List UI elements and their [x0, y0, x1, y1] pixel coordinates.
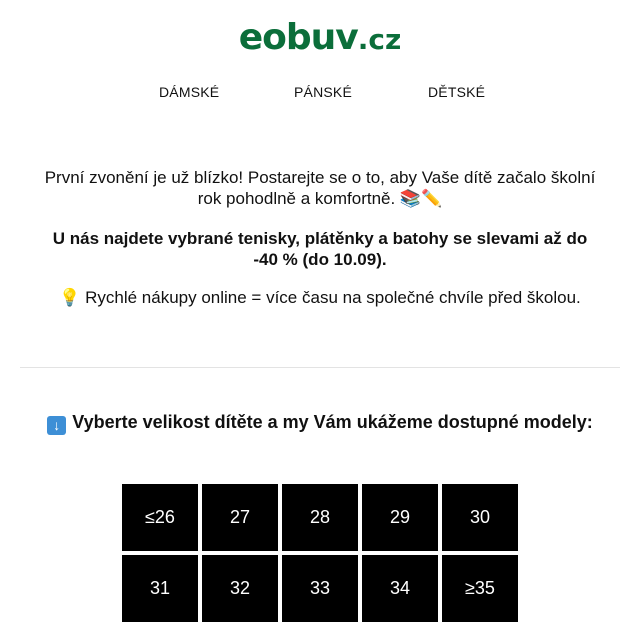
size-grid — [122, 484, 518, 622]
offer-paragraph: U nás najdete vybrané tenisky, plátěnky a batohy se slevami až do -40 % (do 10.09). — [52, 229, 588, 269]
section-divider — [20, 367, 620, 368]
size-button[interactable]: 29 — [362, 484, 438, 551]
size-button[interactable]: 28 — [282, 484, 358, 551]
size-button[interactable]: 31 — [122, 555, 198, 622]
size-picker-heading-text: Vyberte velikost dítěte a my Vám ukážeme dostupné modely: — [72, 412, 593, 432]
nav-link-detske[interactable]: DĚTSKÉ — [428, 84, 486, 100]
size-button[interactable]: ≥35 — [442, 555, 518, 622]
intro-paragraph: První zvonění je už blízko! Postarejte se o to, aby Vaše dítě začalo školní rok pohodlně a komfortně. 📚✏️ — [44, 168, 596, 208]
size-picker-heading — [0, 410, 640, 435]
nav-link-panske[interactable]: PÁNSKÉ — [294, 84, 352, 100]
size-button[interactable]: 33 — [282, 555, 358, 622]
size-button[interactable]: 32 — [202, 555, 278, 622]
size-button[interactable]: 30 — [442, 484, 518, 551]
category-nav — [0, 84, 640, 104]
size-button[interactable]: ≤26 — [122, 484, 198, 551]
down-arrow-icon: ↓ — [47, 416, 66, 435]
eobuv-logo[interactable] — [0, 12, 640, 66]
size-button[interactable]: 27 — [202, 484, 278, 551]
logo-main: eobuv — [238, 17, 358, 58]
nav-link-damske[interactable]: DÁMSKÉ — [159, 84, 220, 100]
logo-tld: .cz — [357, 23, 402, 56]
tip-paragraph: 💡 Rychlé nákupy online = více času na společné chvíle před školou. — [59, 288, 581, 307]
size-button[interactable]: 34 — [362, 555, 438, 622]
